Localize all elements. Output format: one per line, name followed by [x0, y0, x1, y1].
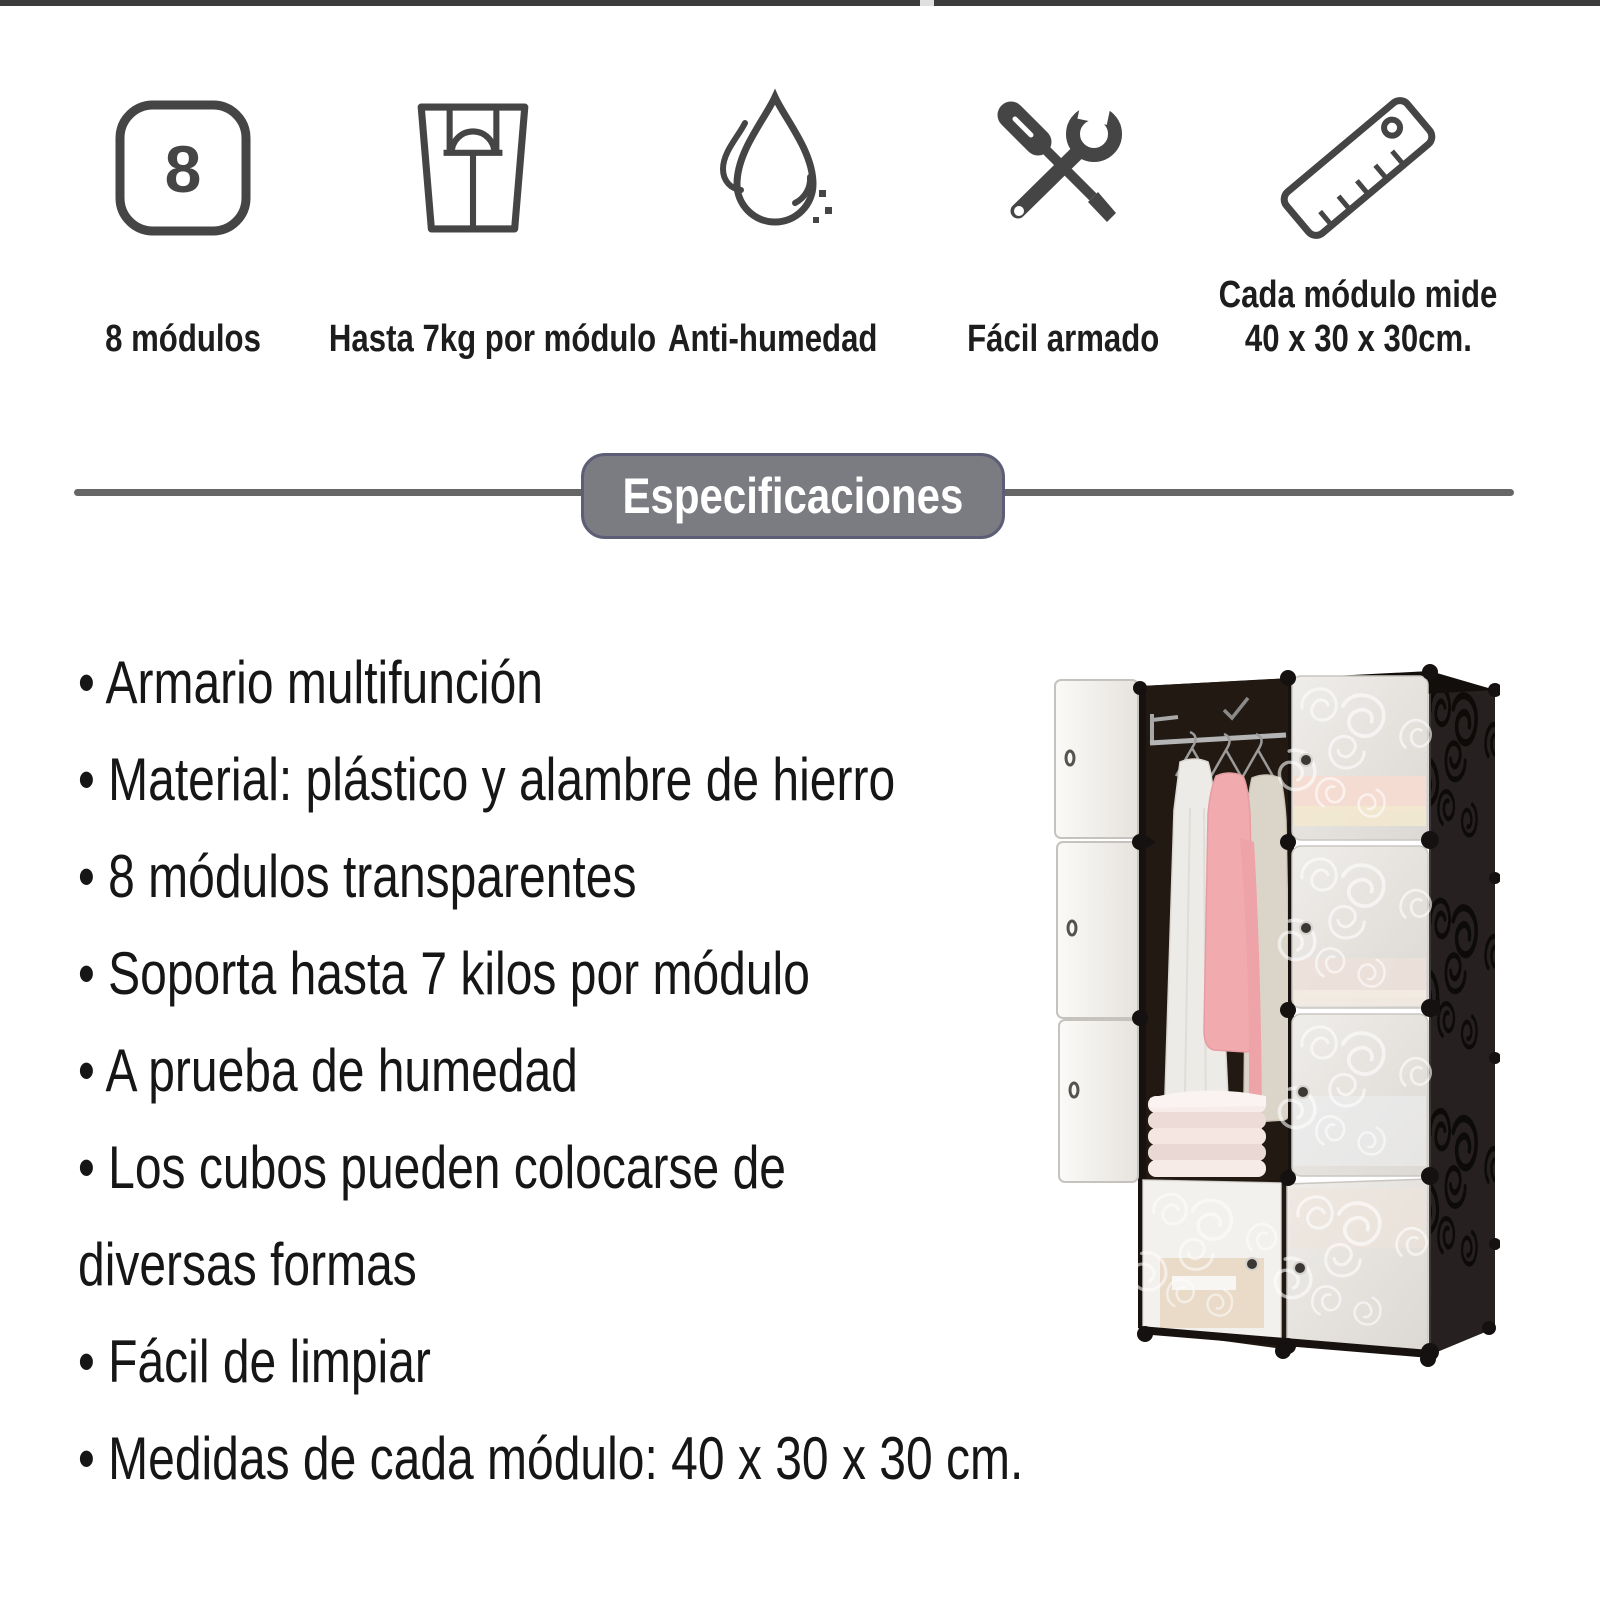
- section-title: Especificaciones: [622, 468, 964, 524]
- cabinet-doors-bottom: [1129, 1179, 1432, 1352]
- spec-line: • Armario multifunción: [78, 649, 543, 716]
- feature-dimensions: [1178, 85, 1538, 360]
- door-middle-right: [1276, 846, 1436, 1008]
- feature-label: 8 módulos: [105, 318, 261, 360]
- door-bottom-right: [1272, 1179, 1432, 1352]
- spec-line: • A prueba de humedad: [78, 1037, 578, 1104]
- spec-line: • 8 módulos transparentes: [78, 843, 637, 910]
- top-divider-bar: [0, 0, 1600, 6]
- folded-clothes: [1148, 1090, 1266, 1177]
- section-title-pill: [581, 453, 1005, 539]
- cabinet-open-doors-left: [1055, 680, 1138, 1182]
- modules-count-number: 8: [164, 131, 202, 206]
- door-lower-right: [1276, 1014, 1436, 1176]
- spec-line: • Fácil de limpiar: [78, 1328, 431, 1395]
- door-bottom-left: [1129, 1180, 1281, 1344]
- spec-line: • Medidas de cada módulo: 40 x 30 x 30 cm.: [78, 1425, 1024, 1492]
- feature-label: Anti-humedad: [668, 318, 878, 360]
- spec-line: diversas formas: [78, 1231, 417, 1298]
- feature-label: Cada módulo mide 40 x 30 x 30cm.: [1218, 274, 1498, 360]
- spec-line: • Soporta hasta 7 kilos por módulo: [78, 940, 810, 1007]
- feature-label: Hasta 7kg por módulo: [328, 318, 657, 360]
- feature-label: Fácil armado: [966, 318, 1160, 360]
- ruler-icon: [1178, 85, 1538, 250]
- top-bar-gap: [920, 0, 934, 6]
- product-photo: [1000, 628, 1500, 1373]
- spec-line: • Material: plástico y alambre de hierro: [78, 746, 896, 813]
- door-top-right: [1276, 676, 1436, 840]
- cabinet-doors-right: [1276, 676, 1436, 1176]
- spec-line: • Los cubos pueden colocarse de: [78, 1134, 786, 1201]
